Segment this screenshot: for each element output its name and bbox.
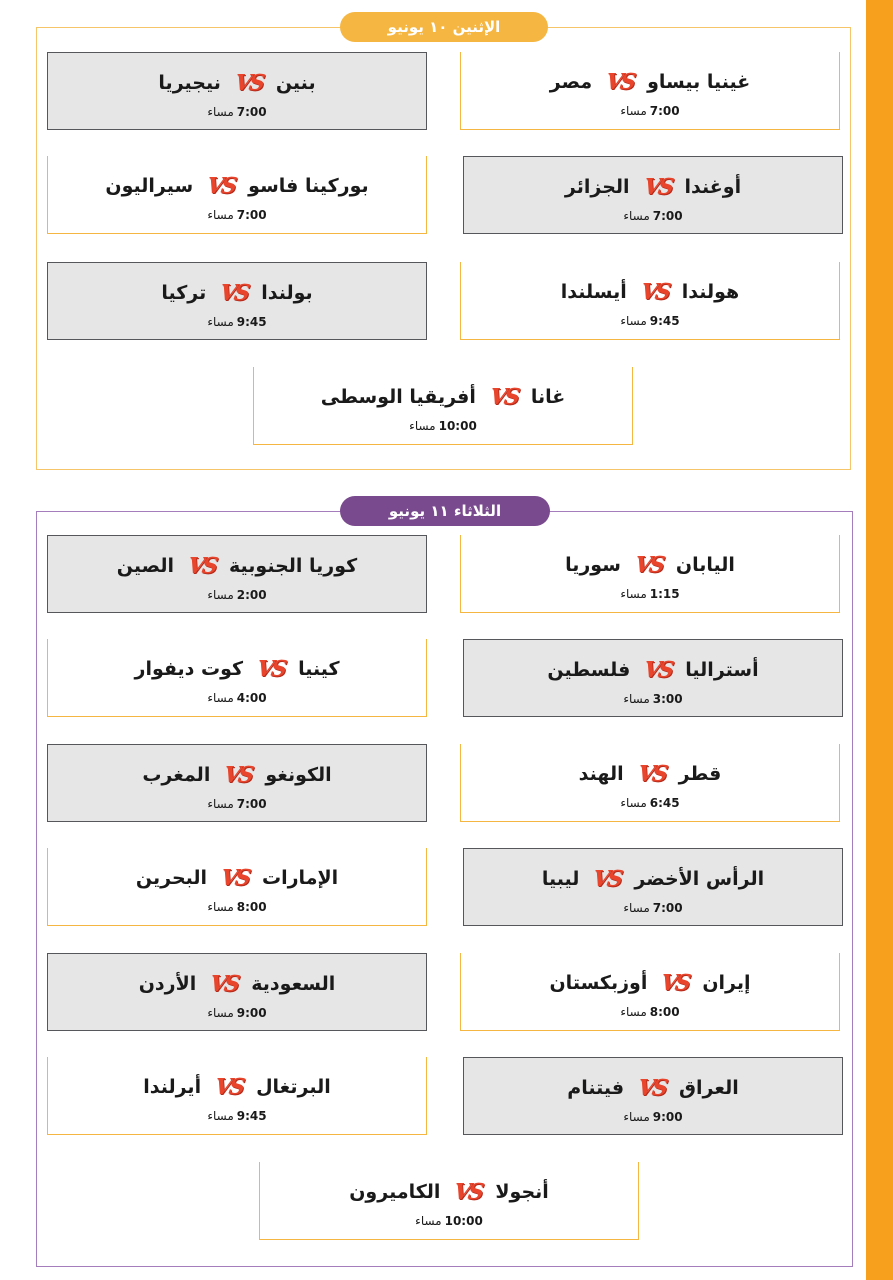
away-team: أفريقيا الوسطى [320, 386, 476, 408]
away-team: الهند [578, 763, 624, 785]
match-time [48, 1109, 426, 1123]
match-time [464, 1110, 842, 1124]
match-time [48, 900, 426, 914]
away-team: أيرلندا [143, 1076, 202, 1098]
match-teams [254, 375, 632, 419]
match-teams [48, 61, 426, 105]
match-time [254, 419, 632, 433]
home-team: العراق [679, 1077, 739, 1099]
time-period: مساء [623, 209, 650, 223]
match-card [47, 262, 427, 340]
match-teams [48, 544, 426, 588]
time-period: مساء [207, 1109, 234, 1123]
match-time [461, 314, 839, 328]
vs-icon: VS [591, 866, 623, 892]
time-value: 2:00 [236, 588, 267, 602]
match-time [461, 796, 839, 810]
match-time [48, 588, 426, 602]
match-time [48, 797, 426, 811]
time-value: 7:00 [652, 901, 683, 915]
match-time [464, 692, 842, 706]
vs-icon: VS [452, 1179, 484, 1205]
match-time [48, 691, 426, 705]
home-team: الكونغو [265, 764, 332, 786]
match-card [463, 639, 843, 717]
time-value: 6:45 [649, 796, 680, 810]
match-teams [464, 1066, 842, 1110]
home-team: أنجولا [495, 1181, 549, 1203]
time-period: مساء [620, 104, 647, 118]
vs-icon: VS [255, 656, 286, 682]
match-teams [461, 961, 839, 1005]
home-team: إيران [702, 972, 751, 994]
away-team: أيسلندا [560, 281, 627, 303]
home-team: السعودية [251, 973, 336, 995]
match-card [460, 535, 840, 613]
vs-icon: VS [636, 1075, 667, 1101]
home-team: أوغندا [684, 176, 742, 198]
match-teams [48, 271, 426, 315]
time-period: مساء [207, 105, 234, 119]
time-value: 8:00 [649, 1005, 680, 1019]
time-period: مساء [620, 314, 647, 328]
match-card [460, 744, 840, 822]
match-card [463, 1057, 843, 1135]
home-team: قطر [678, 763, 722, 785]
vs-icon: VS [208, 971, 240, 997]
home-team: أستراليا [685, 659, 759, 681]
time-value: 7:00 [652, 209, 683, 223]
time-value: 4:00 [236, 691, 267, 705]
away-team: نيجيريا [158, 72, 221, 94]
time-value: 9:45 [649, 314, 680, 328]
away-team: كوت ديفوار [134, 658, 244, 680]
home-team: بوركينا فاسو [248, 175, 369, 197]
match-card [47, 848, 427, 926]
vs-icon: VS [205, 173, 236, 199]
match-time [48, 1006, 426, 1020]
home-team: اليابان [675, 554, 735, 576]
match-card [47, 639, 427, 717]
away-team: سيراليون [105, 175, 194, 197]
match-teams [464, 165, 842, 209]
home-team: غينيا بيساو [647, 71, 751, 93]
day2-title: الثلاثاء ١١ يونيو [340, 496, 550, 526]
match-teams [461, 752, 839, 796]
time-value: 7:00 [236, 208, 267, 222]
match-card [253, 367, 633, 445]
away-team: مصر [549, 71, 593, 93]
away-team: الجزائر [564, 176, 630, 198]
vs-icon: VS [641, 174, 673, 200]
vs-icon: VS [488, 384, 519, 410]
match-teams [48, 647, 426, 691]
accent-stripe [866, 0, 893, 1280]
match-time [48, 315, 426, 329]
vs-icon: VS [604, 69, 635, 95]
away-team: فيتنام [567, 1077, 625, 1099]
match-time [461, 1005, 839, 1019]
time-value: 3:00 [652, 692, 683, 706]
time-period: مساء [207, 1006, 234, 1020]
away-team: الصين [116, 555, 175, 577]
away-team: الأردن [138, 973, 197, 995]
match-teams [464, 857, 842, 901]
time-period: مساء [207, 208, 234, 222]
match-teams [48, 164, 426, 208]
match-time [461, 104, 839, 118]
time-value: 9:45 [236, 1109, 267, 1123]
match-teams [461, 270, 839, 314]
home-team: بولندا [261, 282, 313, 304]
vs-icon: VS [233, 70, 264, 96]
match-teams [461, 543, 839, 587]
match-time [48, 208, 426, 222]
match-time [260, 1214, 638, 1228]
time-value: 10:00 [444, 1214, 483, 1228]
match-card [47, 953, 427, 1031]
away-team: سوريا [565, 554, 621, 576]
vs-icon: VS [635, 761, 667, 787]
vs-icon: VS [638, 279, 670, 305]
time-period: مساء [623, 1110, 650, 1124]
match-card [47, 744, 427, 822]
away-team: ليبيا [541, 868, 580, 890]
match-card [463, 156, 843, 234]
away-team: تركيا [161, 282, 207, 304]
time-period: مساء [207, 588, 234, 602]
away-team: أوزبكستان [549, 972, 648, 994]
home-team: بنين [275, 72, 316, 94]
vs-icon: VS [213, 1074, 244, 1100]
home-team: كينيا [298, 658, 340, 680]
vs-icon: VS [642, 657, 674, 683]
time-period: مساء [620, 587, 647, 601]
match-card [460, 52, 840, 130]
time-value: 9:00 [652, 1110, 683, 1124]
day1-title: الإثنين ١٠ يونيو [340, 12, 548, 42]
match-teams [260, 1170, 638, 1214]
vs-icon: VS [186, 553, 217, 579]
vs-icon: VS [219, 865, 250, 891]
home-team: غانا [530, 386, 566, 408]
match-teams [48, 753, 426, 797]
match-teams [48, 856, 426, 900]
time-value: 8:00 [236, 900, 267, 914]
home-team: الرأس الأخضر [634, 868, 765, 890]
time-value: 1:15 [649, 587, 680, 601]
match-card [47, 1057, 427, 1135]
home-team: الإمارات [262, 867, 339, 889]
time-period: مساء [620, 1005, 647, 1019]
vs-icon: VS [633, 552, 664, 578]
home-team: هولندا [681, 281, 740, 303]
vs-icon: VS [659, 970, 691, 996]
match-time [464, 901, 842, 915]
time-value: 9:00 [236, 1006, 267, 1020]
away-team: الكاميرون [349, 1181, 441, 1203]
match-card [47, 52, 427, 130]
home-team: كوريا الجنوبية [229, 555, 358, 577]
time-value: 7:00 [649, 104, 680, 118]
time-value: 9:45 [236, 315, 267, 329]
match-card [47, 535, 427, 613]
vs-icon: VS [222, 762, 254, 788]
match-card [259, 1162, 639, 1240]
match-card [47, 156, 427, 234]
time-period: مساء [623, 901, 650, 915]
time-value: 7:00 [236, 797, 267, 811]
match-time [48, 105, 426, 119]
match-teams [461, 60, 839, 104]
match-teams [48, 1065, 426, 1109]
match-time [464, 209, 842, 223]
time-value: 7:00 [236, 105, 267, 119]
vs-icon: VS [218, 280, 250, 306]
time-period: مساء [409, 419, 436, 433]
time-period: مساء [207, 900, 234, 914]
time-period: مساء [207, 797, 234, 811]
match-teams [48, 962, 426, 1006]
home-team: البرتغال [256, 1076, 331, 1098]
match-card [460, 262, 840, 340]
match-teams [464, 648, 842, 692]
away-team: البحرين [135, 867, 208, 889]
match-card [463, 848, 843, 926]
time-period: مساء [623, 692, 650, 706]
time-value: 10:00 [438, 419, 477, 433]
away-team: فلسطين [547, 659, 631, 681]
time-period: مساء [415, 1214, 442, 1228]
away-team: المغرب [142, 764, 211, 786]
time-period: مساء [207, 315, 234, 329]
match-time [461, 587, 839, 601]
match-card [460, 953, 840, 1031]
time-period: مساء [207, 691, 234, 705]
time-period: مساء [620, 796, 647, 810]
